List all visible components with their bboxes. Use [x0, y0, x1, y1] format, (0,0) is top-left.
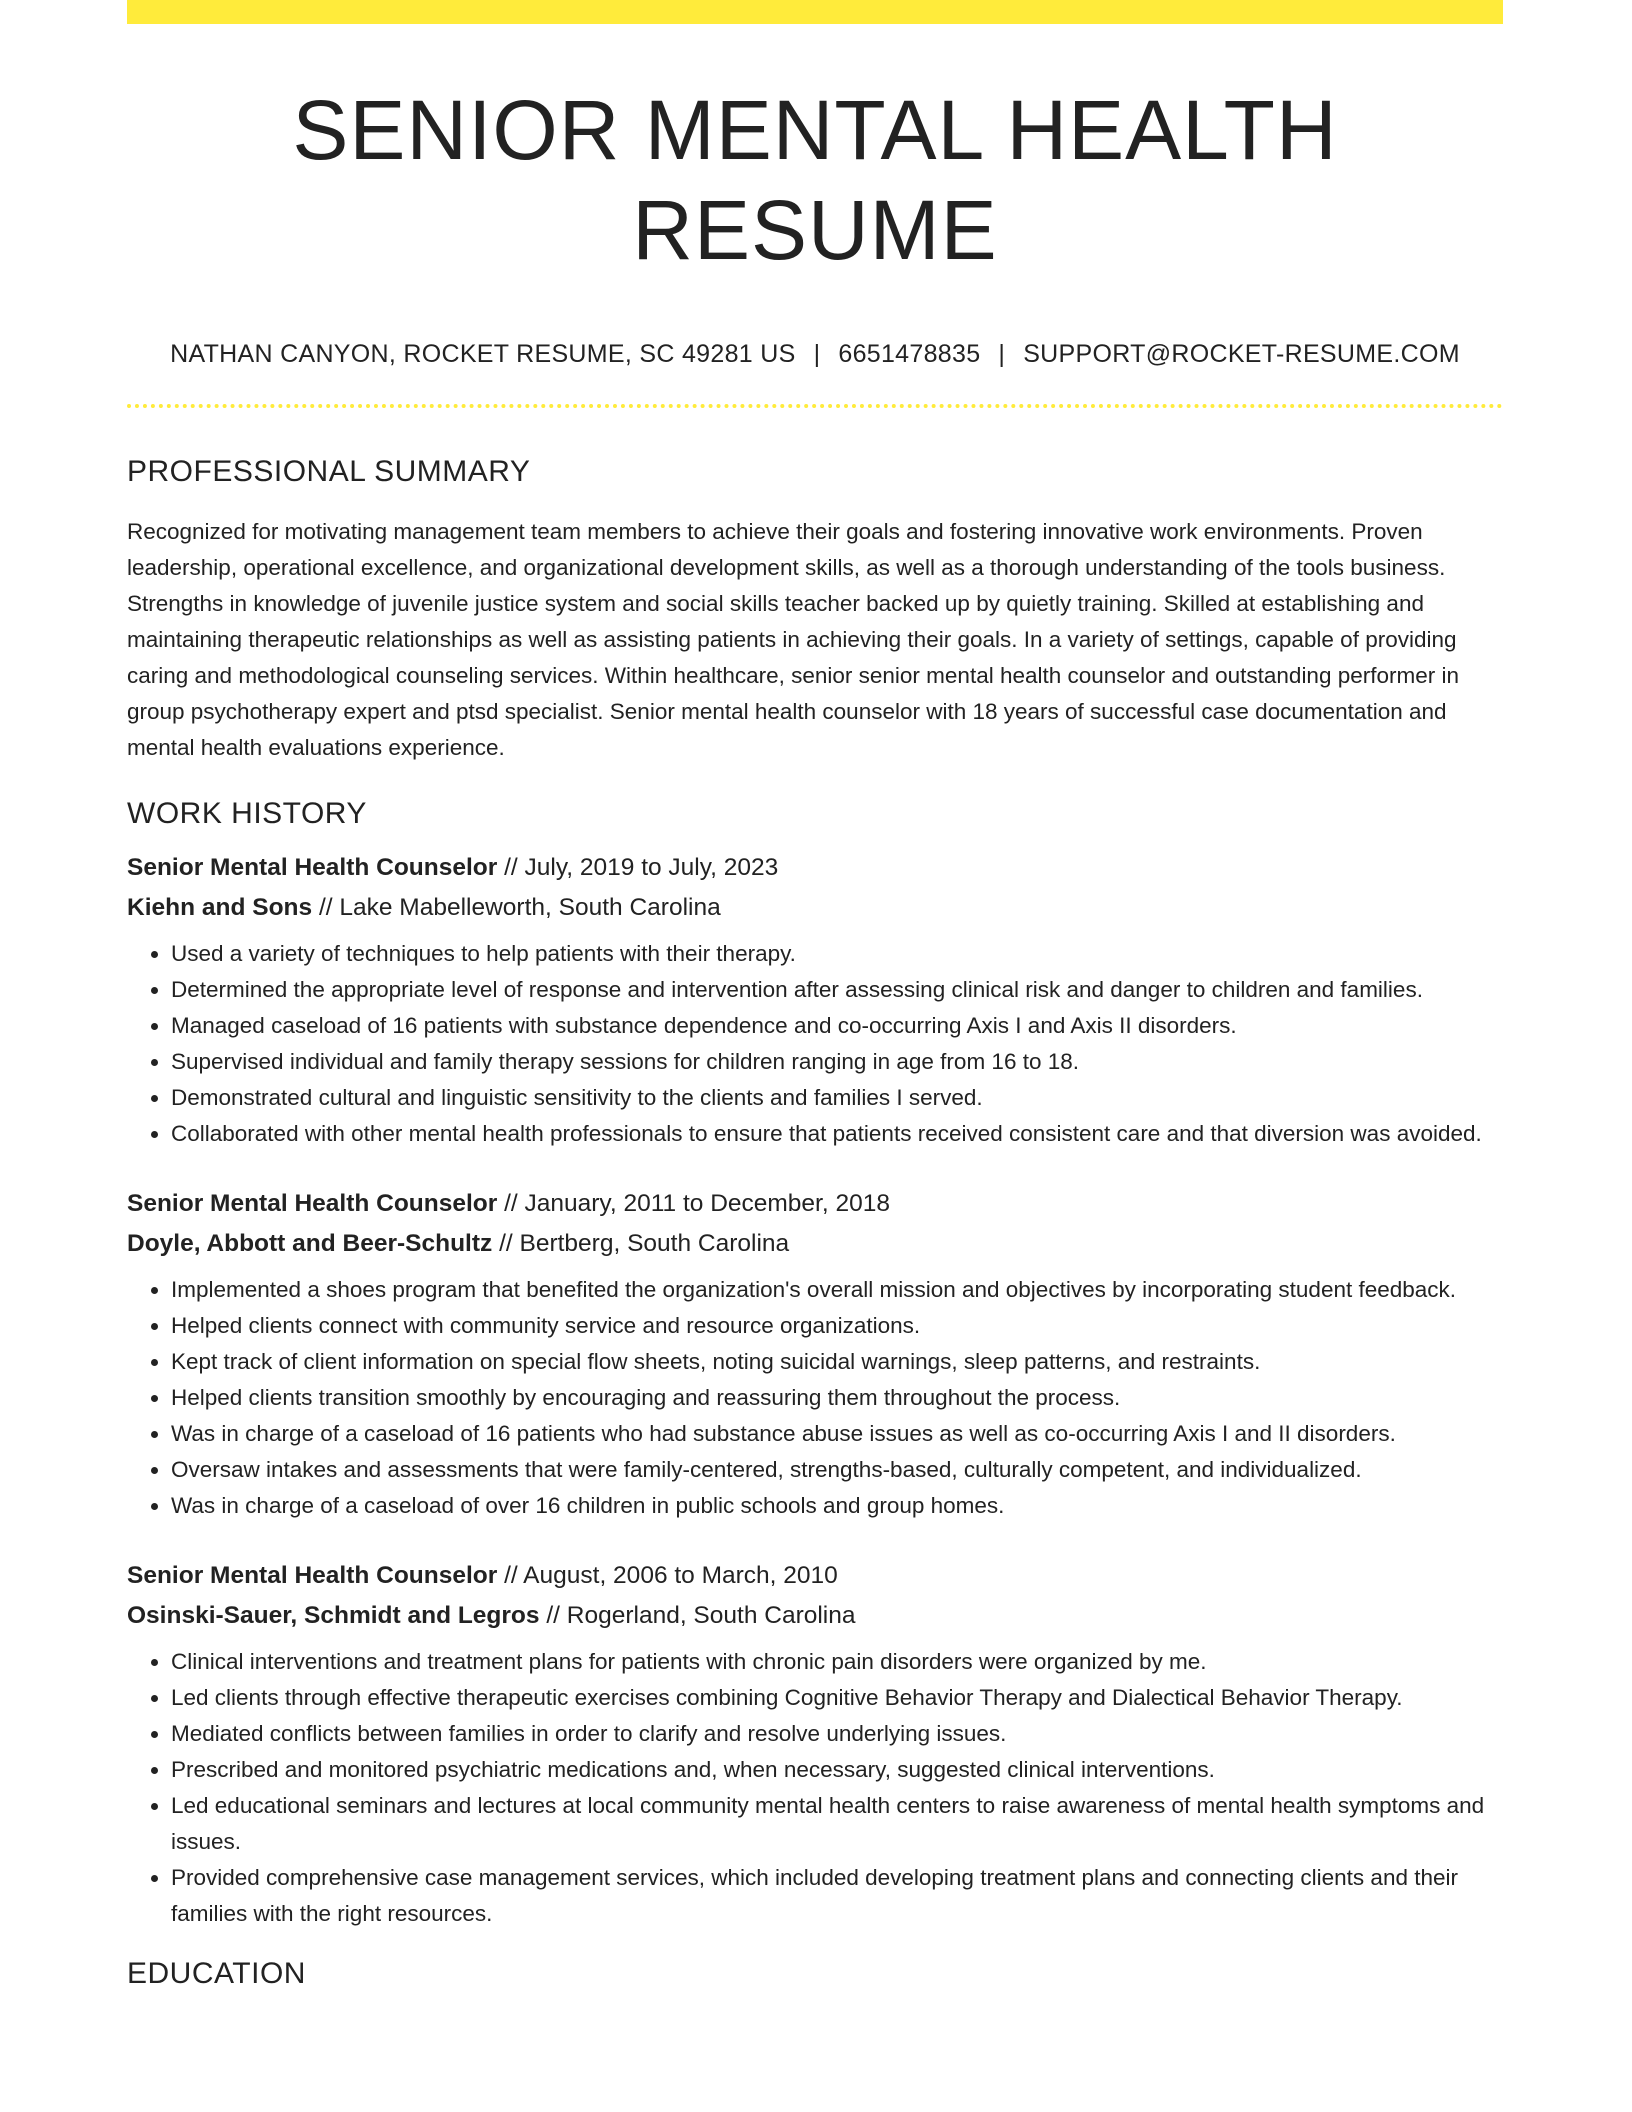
contact-phone: 6651478835 — [838, 340, 981, 368]
job-dates: July, 2019 to July, 2023 — [524, 854, 779, 881]
contact-separator: | — [998, 340, 1006, 368]
job-bullet: • Provided comprehensive case management services, which included developing treatment plans and connecting clients and their families with the right resources. — [171, 1860, 1503, 1932]
job-bullet: • Was in charge of a caseload of 16 patients who had substance abuse issues as well as co-occurring Axis I and II disorders. — [171, 1416, 1503, 1452]
contact-line — [127, 338, 1503, 370]
job-bullet: • Kept track of client information on special flow sheets, noting suicidal warnings, sleep patterns, and restraints. — [171, 1344, 1503, 1380]
contact-address: NATHAN CANYON, ROCKET RESUME, SC 49281 US — [170, 340, 796, 368]
separator: // — [312, 894, 340, 921]
company-name: Kiehn and Sons — [127, 894, 313, 921]
job-title: Senior Mental Health Counselor — [127, 1190, 498, 1217]
job-bullet: • Implemented a shoes program that benefited the organization's overall mission and objectives by incorporating student feedback. — [171, 1272, 1503, 1308]
job-company-line — [127, 1224, 1503, 1264]
education-heading: EDUCATION — [127, 1957, 306, 1990]
summary-text: Recognized for motivating management team members to achieve their goals and fostering innovative work environments. Proven leadership, operational excellence, and organizational development skills, as well as a thorough understanding of the tools business. Strengths in knowledge of juvenile justice system and social skills teacher backed up by quietly training. Skilled at establishing and maintaining therapeutic relationships as well as assisting patients in achieving their goals. In a variety of settings, capable of providing caring and methodological counseling services. Within healthcare, senior senior mental health counselor and outstanding performer in group psychotherapy expert and ptsd specialist. Senior mental health counselor with 18 years of successful case documentation and mental health evaluations experience. — [127, 519, 1460, 760]
job-bullet: • Used a variety of techniques to help patients with their therapy. — [171, 936, 1503, 972]
job-entry — [127, 1556, 1503, 1932]
resume-page — [127, 0, 1503, 1992]
separator: // — [539, 1602, 567, 1629]
company-name: Doyle, Abbott and Beer-Schultz — [127, 1230, 493, 1257]
job-company-line — [127, 888, 1503, 928]
job-title-line — [127, 1556, 1503, 1596]
job-bullet: • Demonstrated cultural and linguistic sensitivity to the clients and families I served. — [171, 1080, 1503, 1116]
job-location: Bertberg, South Carolina — [519, 1230, 790, 1257]
job-bullet: • Oversaw intakes and assessments that were family-centered, strengths-based, culturally competent, and individualized. — [171, 1452, 1503, 1488]
job-location: Lake Mabelleworth, South Carolina — [339, 894, 721, 921]
separator: // — [492, 1230, 520, 1257]
job-entry — [127, 848, 1503, 1152]
job-bullet: • Led educational seminars and lectures at local community mental health centers to raise awareness of mental health symptoms and issues. — [171, 1788, 1503, 1860]
accent-top-bar — [127, 0, 1503, 24]
job-title-line — [127, 1184, 1503, 1224]
job-bullet: • Helped clients transition smoothly by encouraging and reassuring them throughout the process. — [171, 1380, 1503, 1416]
job-bullet: • Helped clients connect with community service and resource organizations. — [171, 1308, 1503, 1344]
resume-title: SENIOR MENTAL HEALTH RESUME — [292, 83, 1338, 277]
job-title: Senior Mental Health Counselor — [127, 1562, 498, 1589]
job-bullet: • Managed caseload of 16 patients with substance dependence and co-occurring Axis I and Axis II disorders. — [171, 1008, 1503, 1044]
job-bullet: • Collaborated with other mental health professionals to ensure that patients received consistent care and that diversion was avoided. — [171, 1116, 1503, 1152]
job-dates: August, 2006 to March, 2010 — [523, 1562, 838, 1589]
job-bullet: • Determined the appropriate level of response and intervention after assessing clinical risk and danger to children and families. — [171, 972, 1503, 1008]
job-bullet: • Was in charge of a caseload of over 16 children in public schools and group homes. — [171, 1488, 1503, 1524]
separator: // — [497, 1562, 524, 1589]
job-company-line — [127, 1596, 1503, 1636]
contact-separator: | — [813, 340, 821, 368]
job-title-line — [127, 848, 1503, 888]
job-list — [127, 848, 1503, 1932]
dotted-divider — [127, 404, 1503, 408]
job-bullet: • Led clients through effective therapeutic exercises combining Cognitive Behavior Therapy and Dialectical Behavior Therapy. — [171, 1680, 1503, 1716]
job-bullet-list — [127, 1272, 1503, 1524]
job-dates: January, 2011 to December, 2018 — [524, 1190, 890, 1217]
job-title: Senior Mental Health Counselor — [127, 854, 498, 881]
job-bullet: • Mediated conflicts between families in order to clarify and resolve underlying issues. — [171, 1716, 1503, 1752]
company-name: Osinski-Sauer, Schmidt and Legros — [127, 1602, 540, 1629]
job-bullet: • Clinical interventions and treatment plans for patients with chronic pain disorders were organized by me. — [171, 1644, 1503, 1680]
separator: // — [497, 854, 525, 881]
job-bullet: • Prescribed and monitored psychiatric medications and, when necessary, suggested clinical interventions. — [171, 1752, 1503, 1788]
job-bullet-list — [127, 1644, 1503, 1932]
job-bullet-list — [127, 936, 1503, 1152]
separator: // — [497, 1190, 525, 1217]
contact-email: SUPPORT@ROCKET-RESUME.COM — [1023, 340, 1460, 368]
summary-heading: PROFESSIONAL SUMMARY — [127, 455, 531, 488]
job-entry — [127, 1184, 1503, 1524]
job-bullet: • Supervised individual and family therapy sessions for children ranging in age from 16 to 18. — [171, 1044, 1503, 1080]
job-location: Rogerland, South Carolina — [566, 1602, 856, 1629]
work-history-heading: WORK HISTORY — [127, 797, 367, 830]
